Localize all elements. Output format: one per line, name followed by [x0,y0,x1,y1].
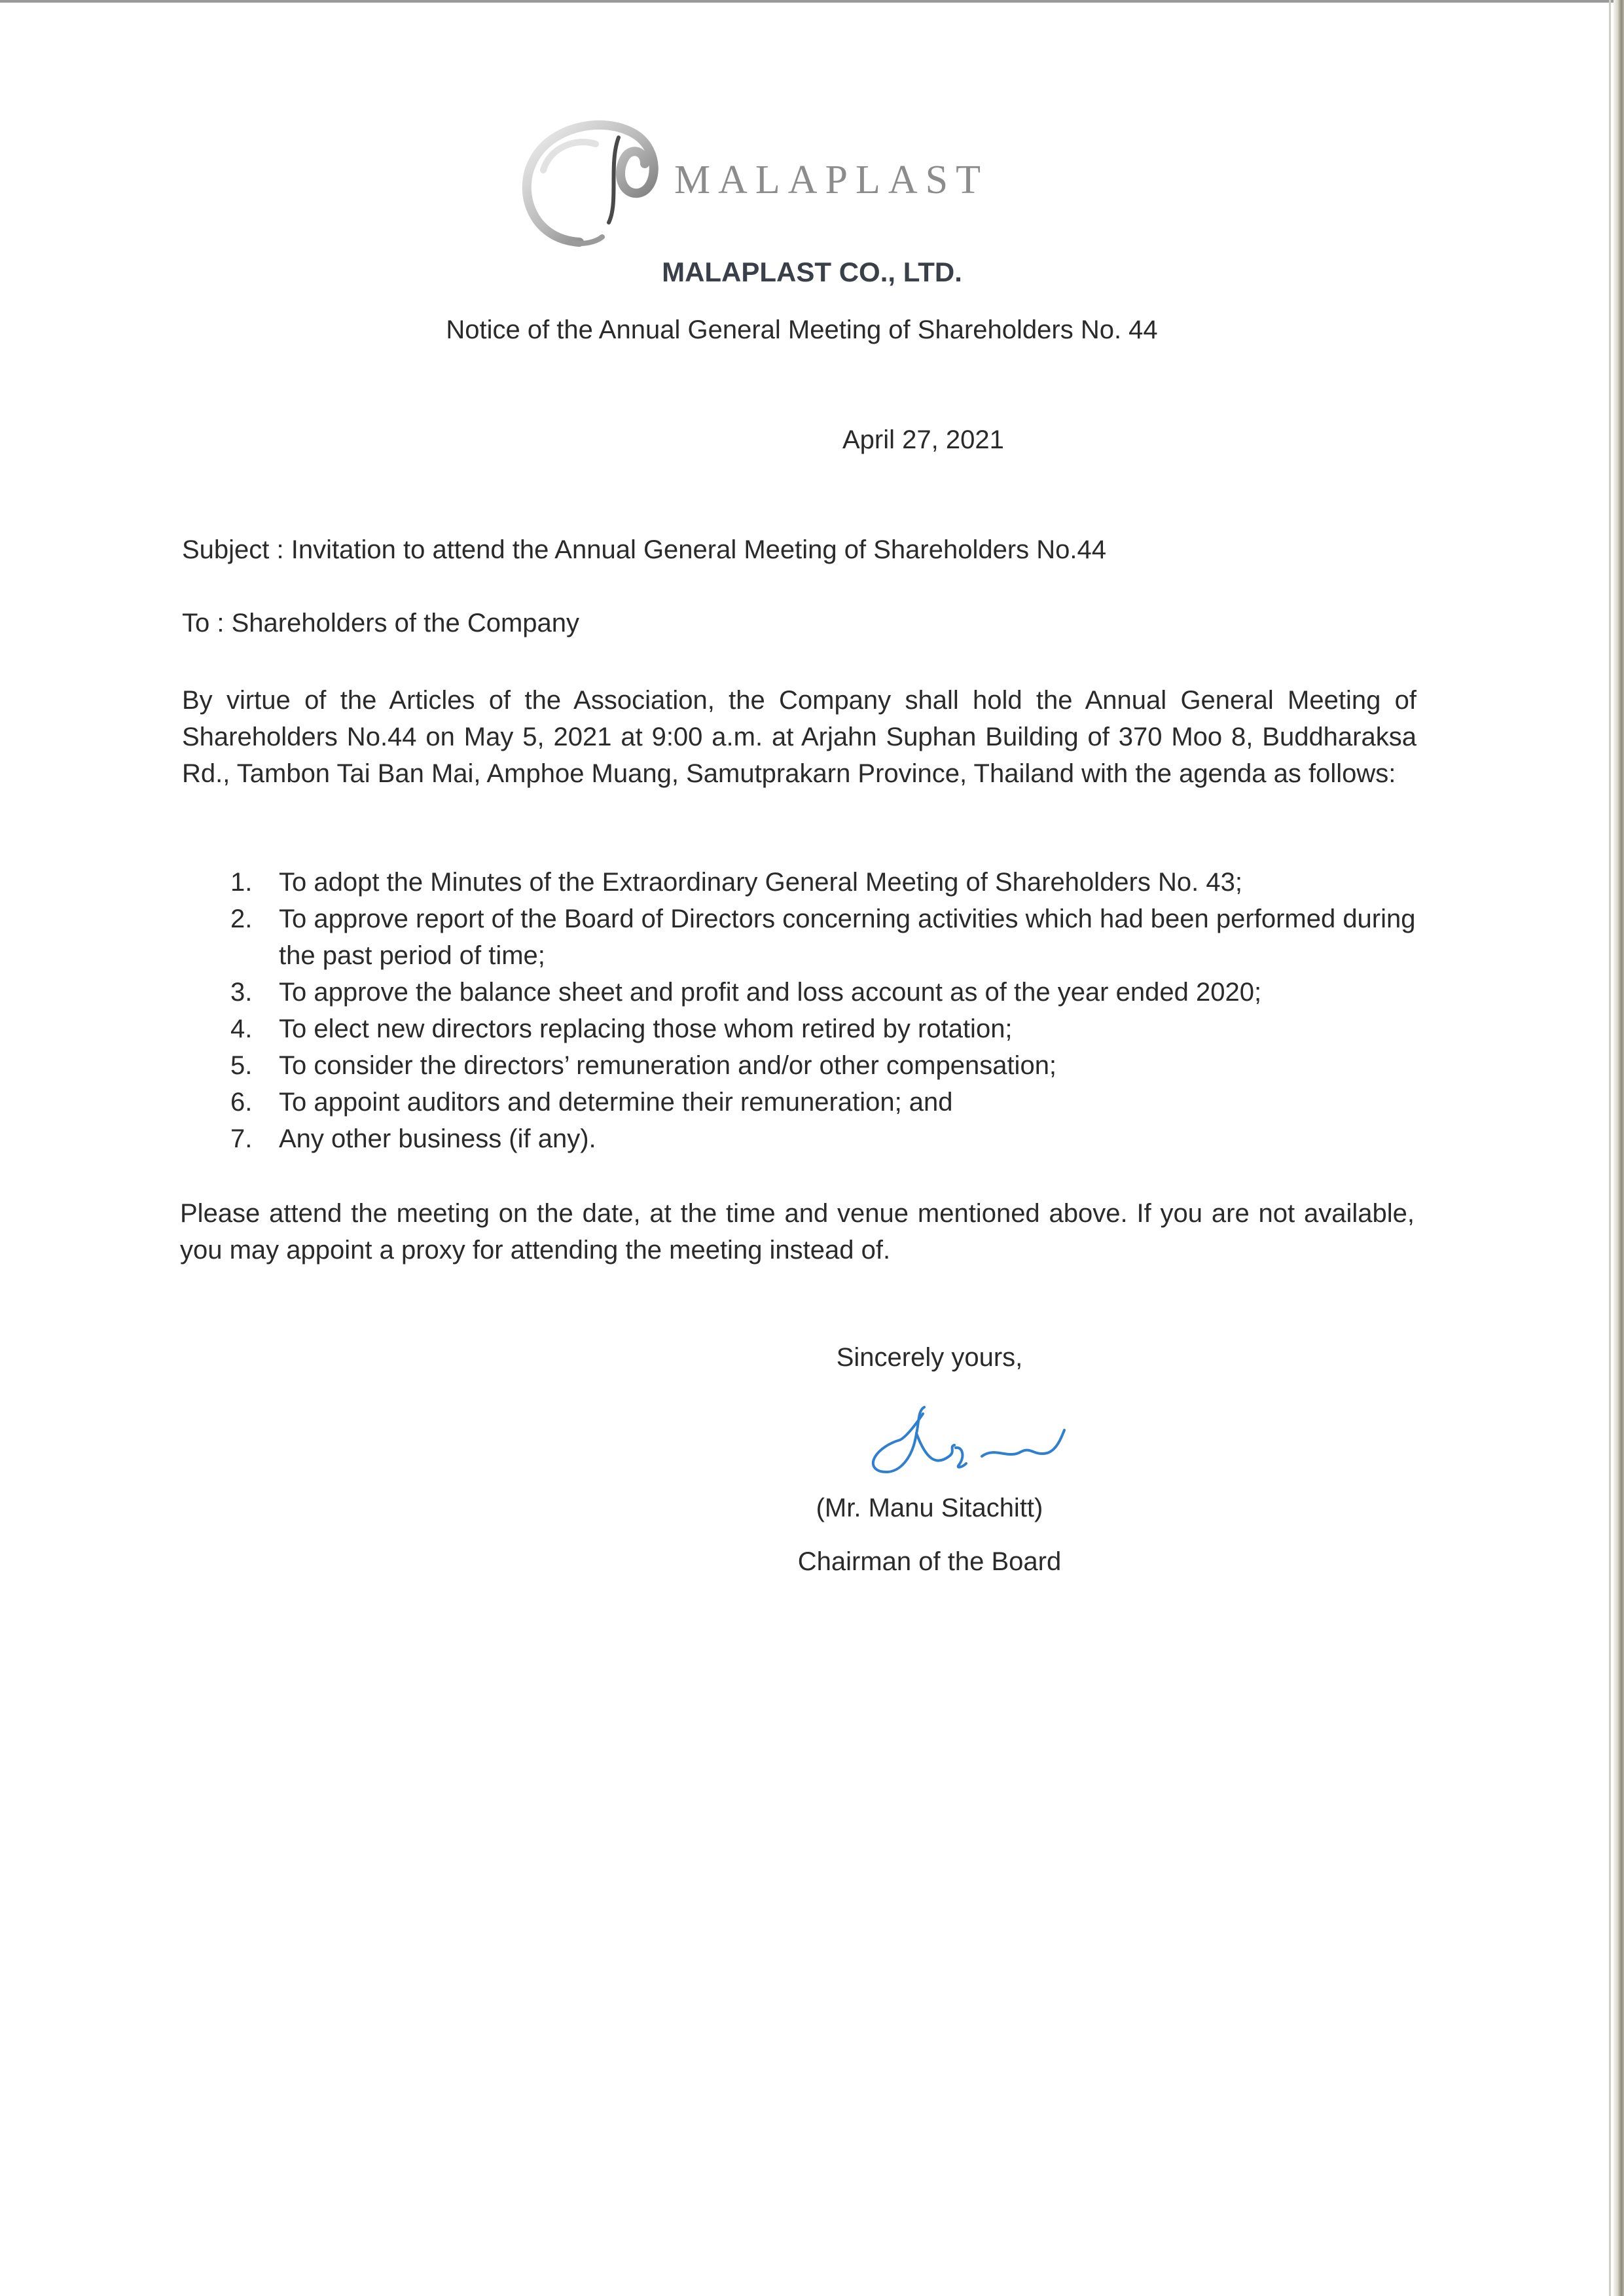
agenda-item-number: 7. [230,1124,253,1153]
agenda-item-number: 2. [230,905,253,933]
company-logo [504,111,1093,262]
swirl-logo-icon [504,111,674,262]
agenda-item [223,901,1440,974]
agenda-item-number: 3. [230,978,253,1007]
agenda-item-number: 4. [230,1014,253,1043]
scan-right-line [1609,0,1611,2296]
subject-line: Subject : Invitation to attend the Annual General Meeting of Shareholders No.44 [182,535,1107,564]
letter-date: April 27, 2021 [842,425,1004,454]
intro-paragraph: By virtue of the Articles of the Association, the Company shall hold the Annual General Meeting of Shareholders No.44 on May 5, 2021 at 9:00 a.m. at Arjahn Suphan Building of 370 Moo 8, Buddharaksa Rd., Tambon Tai Ban Mai, Amphoe Muang, Samutprakarn Province, Thailand with the agenda as follows: [182,686,1416,788]
agenda-item-number: 5. [230,1051,253,1080]
agenda-item [223,974,1440,1011]
agenda-item [223,1084,1440,1121]
agenda-item [223,1047,1440,1084]
agenda-item [223,1121,1440,1157]
scan-right-edge [1614,0,1624,2296]
valediction: Sincerely yours, [836,1343,1023,1372]
agenda-item [223,864,1440,901]
agenda-item-text: To consider the directors’ remuneration and/or other compensation; [279,1051,1057,1080]
closing-paragraph: Please attend the meeting on the date, at the time and venue mentioned above. If you are not available, you may appoint a proxy for attending the meeting instead of. [180,1199,1415,1265]
agenda-item [223,1011,1440,1047]
agenda-item-number: 1. [230,868,253,897]
company-name: MALAPLAST CO., LTD. [662,257,962,287]
signer-title: Chairman of the Board [797,1547,1062,1576]
agenda-item-text: To approve the balance sheet and profit and loss account as of the year ended 2020; [279,978,1262,1007]
agenda-item-text: Any other business (if any). [279,1124,596,1153]
agenda-list [223,864,1440,1157]
agenda-item-text: To adopt the Minutes of the Extraordinary General Meeting of Shareholders No. 43; [279,868,1242,897]
agenda-item-number: 6. [230,1088,253,1117]
handwritten-signature [851,1394,1067,1479]
notice-title: Notice of the Annual General Meeting of Shareholders No. 44 [446,315,1158,344]
scan-top-edge [0,0,1624,3]
signer-name: (Mr. Manu Sitachitt) [816,1494,1043,1522]
recipient-line: To : Shareholders of the Company [182,609,580,637]
agenda-item-text: To appoint auditors and determine their remuneration; and [279,1088,953,1117]
agenda-item-text: To elect new directors replacing those whom retired by rotation; [279,1014,1013,1043]
logo-wordmark: MALAPLAST [674,158,989,202]
agenda-item-text: To approve report of the Board of Directors concerning activities which had been performed during the past period of time; [279,905,1416,970]
